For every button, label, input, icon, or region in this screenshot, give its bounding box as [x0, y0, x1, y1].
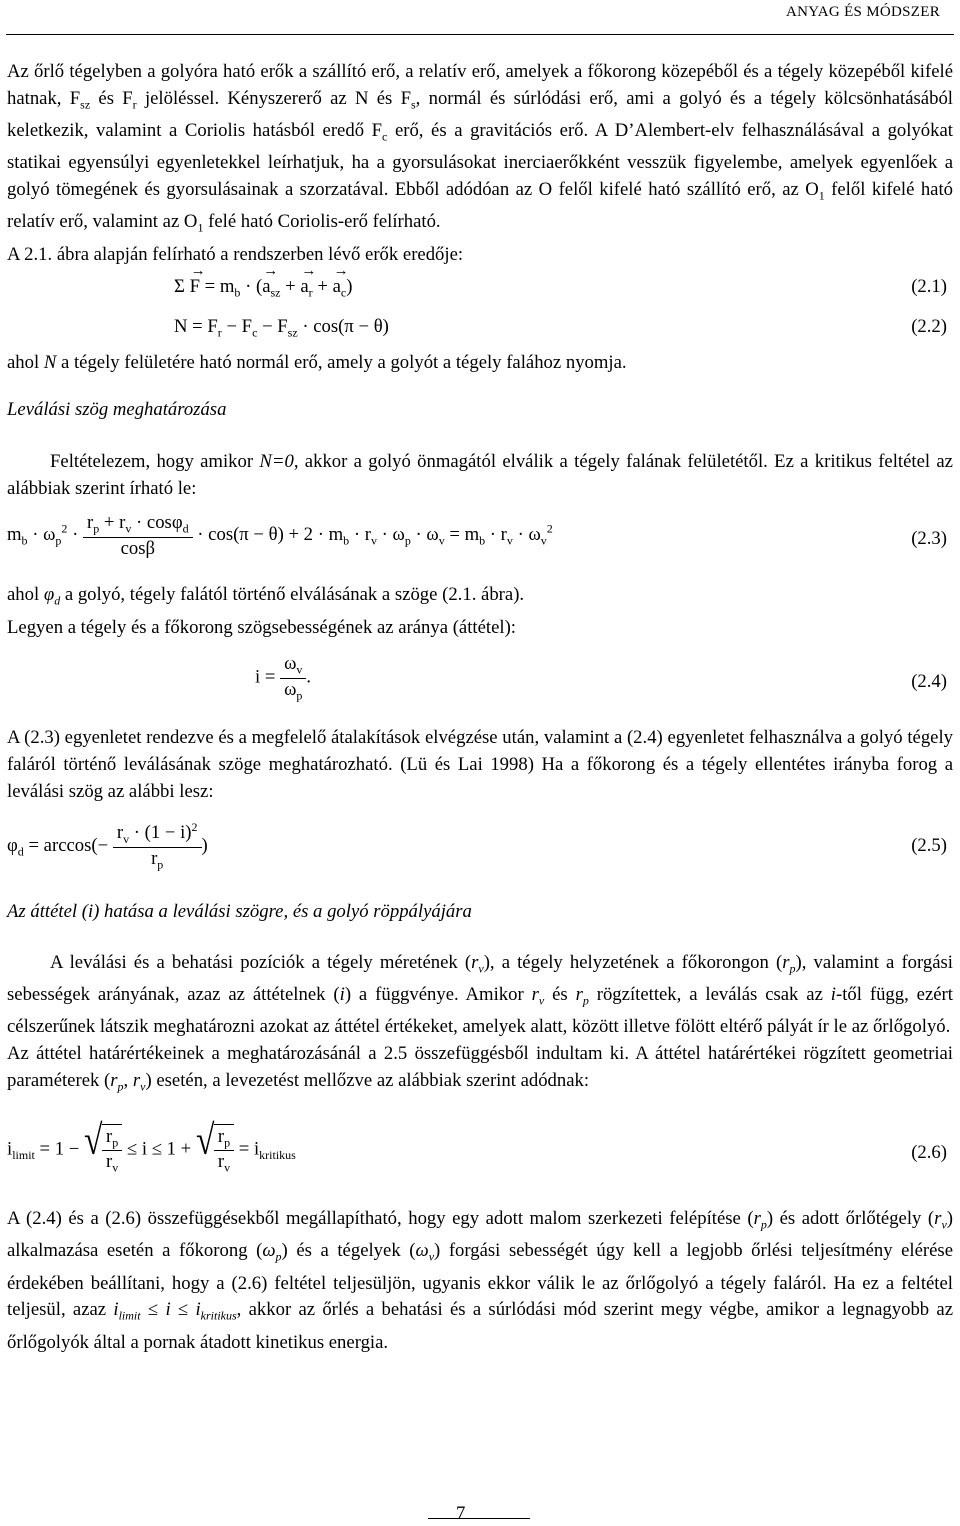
equation-2-1	[7, 274, 953, 314]
paragraph-ratio: Legyen a tégely és a főkorong szögsebességének az aránya (áttétel):	[7, 616, 516, 638]
equation-2-2	[7, 314, 953, 350]
section-heading-detachment: Leválási szög meghatározása	[7, 398, 227, 420]
equation-2-5-number: (2.5)	[911, 835, 947, 857]
equation-2-5	[7, 809, 953, 893]
footer-rule	[428, 1518, 530, 1519]
paragraph-forces: Az őrlő tégelyben a golyóra ható erők a szállító erő, a relatív erő, amelyek a főkorong közepéből és a tégely közepéből kifelé hatnak, $F_{sz}$ és $F_r$ jelöléssel. Kényszererő az N és $F_s$, normál és súrlódási erő, ami a golyó és a tégely kölcsönhatásából keletkezik, valamint a Coriolis hatásból eredő $F_c$ erő, és a gravitációs erő. A D’Alembert-elv felhasználásával a golyókat statikai egyensúlyi egyenletekkel leírhatjuk, ha a gyorsulásokat inerciaerőkként vesszük figyelembe, amelyek egyenlőek a golyó tömegének és gyorsulásainak a szorzatával. Ebből adódóan az O felől kifelé ható szállító erő, az $O_1$ felől kifelé ható relatív erő, valamint az $O_1$ felé ható Coriolis-erő felírható.	[7, 61, 953, 235]
equation-2-4-body: i = $\frac{\omega_v}{\omega_p}$ .	[255, 653, 312, 703]
equation-2-2-body: $N = F_r - F_c - F_{sz} \cdot \cos(\pi - \theta)$	[174, 316, 389, 340]
equation-2-1-number: (2.1)	[911, 276, 947, 298]
equation-2-3	[7, 506, 953, 582]
paragraph-condition: Feltételezem, hogy amikor N=0, akkor a golyó önmagától elválik a tégely falának felületétől. Ez a kritikus feltétel az alábbiak szerint írható le:	[7, 451, 953, 499]
equation-2-4-number: (2.4)	[911, 671, 947, 693]
equation-2-1-body: $\Sigma \to F = m_b$ · (→ $a_{sz}$ + → $a_r$ + → $a_c$)	[174, 274, 352, 306]
header-rule	[6, 34, 954, 35]
equation-2-4	[7, 649, 953, 725]
section-heading-ratio-effect: Az áttétel (i) hatása a leválási szögre, és a golyó röppályájára	[7, 901, 472, 923]
paragraph-derivation: A (2.3) egyenletet rendezve és a megfelelő átalakítások elvégzése után, valamint a (2.4) egyenletet felhasználva a golyó tégely faláról történő leválásának szöge meghatározható. (Lü és Lai 1998) Ha a főkorong és a tégely ellentétes irányba forog a leválási szög az alábbi lesz:	[7, 727, 953, 802]
page-content	[7, 59, 953, 1356]
paragraph-conclusion: A (2.4) és a (2.6) összefüggésekből megállapítható, hogy egy adott malom szerkezeti felépítése $(r_p)$ és adott őrlőtégely $(r_v)$ alkalmazása esetén a főkorong $(\omega_p)$ és a tégelyek $(\omega_v)$ forgási sebességét úgy kell a legjobb őrlési teljesítmény elérése érdekében beállítani, hogy a (2.6) feltétel teljesüljön, ugyanis ekkor válik le az őrlőgolyó a tégely faláról. Ha ez a feltétel teljesül, azaz $i_{limit} \le i \le i_{kritikus}$, akkor az őrlés a behatási és a súrlódási mód szerint megy végbe, amikor a legnagyobb az őrlőgolyók által a pornak átadott kinetikus energia.	[7, 1207, 954, 1353]
equation-2-6	[7, 1110, 953, 1206]
running-header: ANYAG ÉS MÓDSZER	[786, 4, 940, 20]
equation-2-6-number: (2.6)	[911, 1141, 947, 1163]
equation-2-3-body: $m_b \cdot \omega_p^2$ · $\frac{r_p + r_v \cdot \cos\varphi_d}{\cos\beta}$ · $\cos(\pi - \theta) + 2 \cdot m_b \cdot r_v \cdot \omega_p \cdot \omega_v = m_b \cdot r_v \cdot \omega_v^2$	[7, 512, 553, 559]
equation-2-2-number: (2.2)	[911, 316, 947, 338]
paragraph-resultant: A 2.1. ábra alapján felírható a rendszerben lévő erők eredője:	[7, 243, 464, 265]
equation-2-5-body: $\varphi_d = \arccos(-$ $\frac{r_v \cdot (1 - i)^2}{r_p}$ )	[7, 820, 208, 872]
equation-2-6-body: $i_{limit} = 1$ − √ $\frac{r_p}{r_v}$ ≤ i ≤ 1 + √ $\frac{r_p}{r_v}$ = $i_{kritikus}$	[7, 1117, 296, 1176]
paragraph-limits: Az áttétel határértékeinek a meghatározásánál a 2.5 összefüggésből indultam ki. A áttétel határértékei rögzített geometriai paraméterek ($r_p$, $r_v$) esetén, a levezetést mellőzve az alábbiak szerint adódnak:	[7, 1043, 953, 1094]
page-number: 7	[456, 1503, 466, 1524]
paragraph-positions: A leválási és a behatási pozíciók a tégely méretének $(r_v)$, a tégely helyzetének a főkorongon $(r_p)$, valamint a forgási sebességek arányának, azaz az áttételnek (i) a függvénye. Amikor $r_v$ és $r_p$ rögzítettek, a leválás csak az i-től függ, ezért célszerűnek látszik meghatározni azokat az áttétel értékeket, amelyek alatt, között illetve fölött eltérő pályát ír le az őrlőgolyó.	[7, 951, 953, 1038]
paragraph-normal-force: ahol N a tégely felületére ható normál erő, amely a golyót a tégely falához nyomja.	[7, 352, 627, 374]
paragraph-angle-def: ahol $\varphi_d$ a golyó, tégely falától történő elválásának a szöge (2.1. ábra).	[7, 584, 525, 609]
equation-2-3-number: (2.3)	[911, 528, 947, 550]
